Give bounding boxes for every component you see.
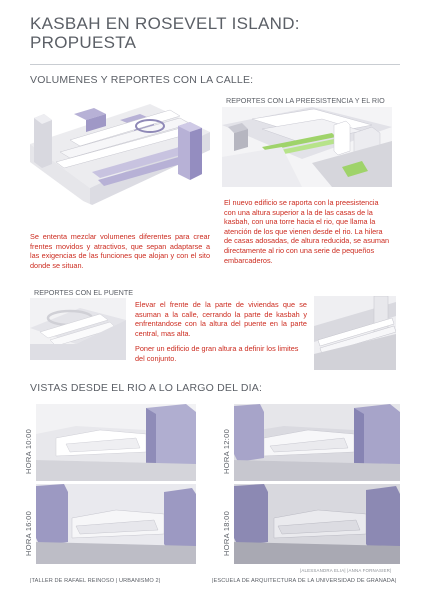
vistas-heading: VISTAS DESDE EL RIO A LO LARGO DEL DIA: [30, 382, 263, 394]
footer-right: |ESCUELA DE ARQUITECTURA DE LA UNIVERSIDAD DE GRANADA| [212, 578, 397, 584]
view-image-1600 [36, 484, 196, 564]
puente-paragraph-1: Elevar el frente de la parte de viviendas que se asuman a la calle, cerrando la parte de kasbah y enfrentandose con la altura del puente en la parte central, mas alta. [135, 300, 307, 338]
volumenes-heading: VOLUMENES Y REPORTES CON LA CALLE: [30, 74, 254, 86]
credits: |ALESSANDRA ELIA| |ANNA FORNASIER| [300, 568, 392, 573]
view-label-1000: HORA 10:00 [24, 428, 33, 474]
preexistencia-model-image [222, 107, 392, 187]
title-line-2: PROPUESTA [30, 33, 137, 52]
title-line-1: KASBAH EN ROSEVELT ISLAND: [30, 14, 300, 33]
preexistencia-heading: REPORTES CON LA PREESISTENCIA Y EL RIO [226, 96, 385, 105]
view-label-1800: HORA 18:00 [222, 510, 231, 556]
view-image-1200 [234, 404, 400, 481]
puente-model-image-left [30, 298, 126, 360]
puente-model-image-right [314, 296, 396, 370]
divider [30, 64, 400, 65]
page-title [30, 14, 300, 52]
view-label-1200: HORA 12:00 [222, 428, 231, 474]
puente-paragraph-2: Poner un edificio de gran altura a definir los limites del conjunto. [135, 344, 299, 363]
view-image-1800 [234, 484, 400, 564]
volumenes-model-image [30, 92, 210, 212]
puente-heading: REPORTES CON EL PUENTE [34, 288, 134, 297]
view-label-1600: HORA 16:00 [24, 510, 33, 556]
preexistencia-paragraph: El nuevo edificio se raporta con la preesistencia con una altura superior a la de las casas de la kasbah, con una torre hacia el rio, que llama la atención de los que vienen desde el rio. La hilera de casas adosadas, de altura reducida, se asuman directamente al rio con una serie de pequeños embarcaderos. [224, 198, 390, 265]
view-image-1000 [36, 404, 196, 481]
volumenes-paragraph: Se ententa mezclar volumenes diferentes para crear frentes movidos y atractivos, que sepan adaptarse a las exigencias de las funciones que alojan y con el sito donde se situan. [30, 232, 210, 270]
footer-left: |TALLER DE RAFAEL REINOSO | URBANISMO 2| [30, 578, 161, 584]
